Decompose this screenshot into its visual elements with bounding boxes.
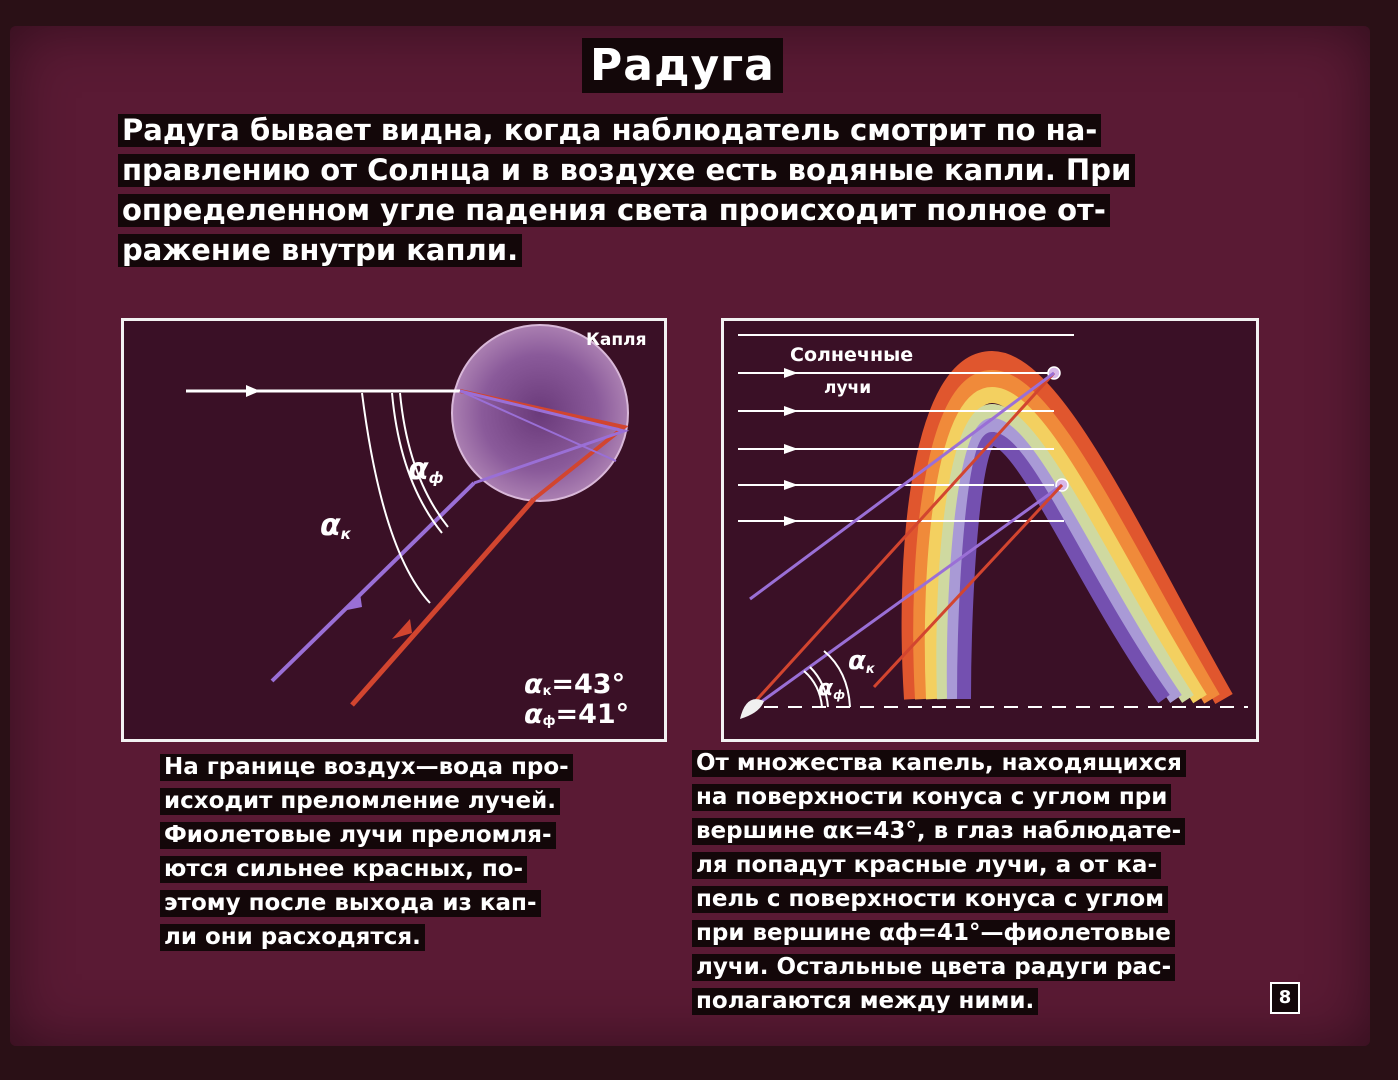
intro-line-1: Радуга бывает видна, когда наблюдатель смотрит по на- (118, 114, 1101, 147)
alpha-f-label: αф (408, 452, 444, 487)
drop-label: Капля (586, 330, 647, 350)
sun-rays-label-2: лучи (824, 378, 872, 398)
rainbow-cone-svg (724, 321, 1256, 739)
formula-alpha-k: αк=43° (524, 669, 626, 700)
right-caption-line-4: ля попадут красные лучи, а от ка- (692, 852, 1161, 879)
violet-outgoing-arrow (342, 593, 362, 611)
drop-refraction-diagram (121, 318, 667, 742)
right-caption-line-8: полагаются между ними. (692, 988, 1038, 1015)
red-outgoing-arrow (392, 619, 412, 639)
formula-alpha-f: αф=41° (524, 699, 630, 730)
left-caption-line-1: На границе воздух—вода про- (160, 754, 573, 781)
alpha-k-label: αк (848, 646, 875, 677)
right-caption-line-6: при вершине αф=41°—фиолетовые (692, 920, 1175, 947)
red-outgoing-ray (352, 499, 534, 705)
sun-ray-arrow-4 (784, 480, 798, 490)
left-caption-line-5: этому после выхода из кап- (160, 890, 541, 917)
intro-line-3: определенном угле падения света происходит полное от- (118, 194, 1110, 227)
intro-line-2: правлению от Солнца и в воздухе есть водяные капли. При (118, 154, 1135, 187)
sun-ray-arrow-2 (784, 406, 798, 416)
left-caption-line-3: Фиолетовые лучи преломля- (160, 822, 556, 849)
observer-eye-icon (740, 699, 764, 719)
page-title: Радуга (582, 38, 783, 93)
water-drop (452, 325, 628, 501)
sun-rays-label-1: Солнечные (790, 344, 914, 366)
page-number: 8 (1270, 982, 1300, 1014)
left-caption-line-4: ются сильнее красных, по- (160, 856, 527, 883)
left-caption-line-2: исходит преломление лучей. (160, 788, 560, 815)
violet-outgoing-ray (272, 483, 474, 681)
right-caption-line-5: пель с поверхности конуса с углом (692, 886, 1168, 913)
right-caption-line-2: на поверхности конуса с углом при (692, 784, 1171, 811)
sun-ray-arrow-5 (784, 516, 798, 526)
alpha-k-label: αк (320, 508, 351, 543)
right-caption-line-7: лучи. Остальные цвета радуги рас- (692, 954, 1175, 981)
intro-line-4: ражение внутри капли. (118, 234, 522, 267)
sun-ray-arrow-1 (784, 368, 798, 378)
sun-ray-arrow-3 (784, 444, 798, 454)
right-caption-line-3: вершине αк=43°, в глаз наблюдате- (692, 818, 1185, 845)
incoming-arrow (246, 385, 260, 397)
left-caption-line-6: ли они расходятся. (160, 924, 425, 951)
rainbow-cone-diagram (721, 318, 1259, 742)
drop-refraction-svg (124, 321, 664, 739)
alpha-f-label: αф (818, 676, 846, 702)
right-caption-line-1: От множества капель, находящихся (692, 750, 1186, 777)
